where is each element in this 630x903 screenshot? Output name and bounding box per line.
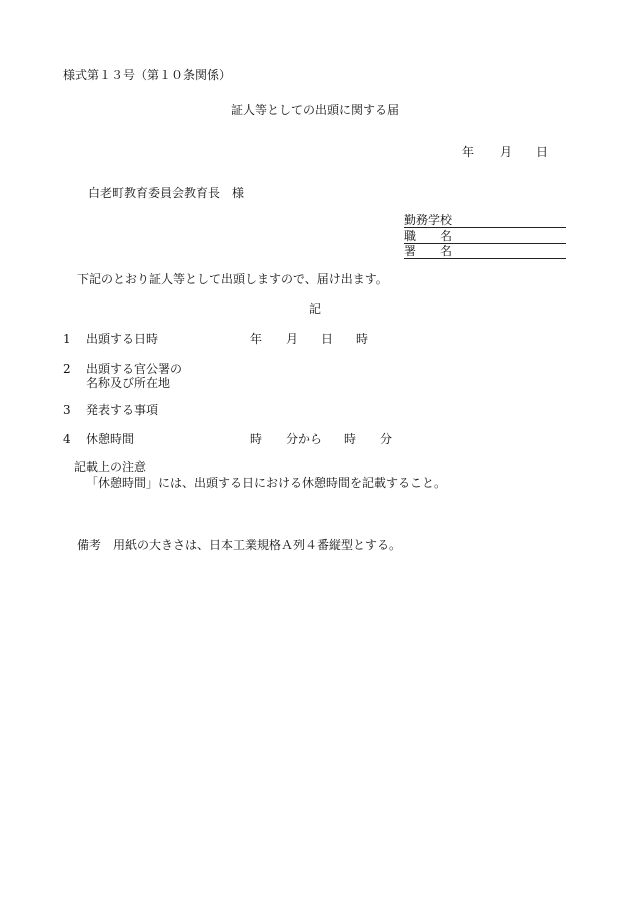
item-label: 出頭する官公署の bbox=[86, 362, 183, 376]
notes-body: 「休憩時間」には、出頭する日における休憩時間を記載すること。 bbox=[86, 476, 447, 490]
signature-name-row[interactable] bbox=[404, 244, 566, 259]
item-number: 4 bbox=[63, 432, 71, 446]
date-year: 年 bbox=[462, 145, 475, 159]
signature-position-label: 職 名 bbox=[404, 229, 453, 243]
item4-minute-to: 分 bbox=[380, 432, 393, 446]
intro-text: 下記のとおり証人等として出頭しますので、届け出ます。 bbox=[77, 272, 388, 286]
item-number: 3 bbox=[63, 403, 71, 417]
item1-month: 月 bbox=[286, 332, 299, 346]
item4-hour-to: 時 bbox=[344, 432, 357, 446]
item-label: 休憩時間 bbox=[86, 432, 135, 446]
signature-school-label: 勤務学校 bbox=[404, 213, 453, 227]
notes-heading: 記載上の注意 bbox=[74, 460, 147, 474]
item-label-line2: 名称及び所在地 bbox=[86, 376, 171, 390]
signature-school-row[interactable] bbox=[404, 213, 566, 228]
date-month: 月 bbox=[500, 145, 513, 159]
item-number: 1 bbox=[63, 332, 71, 346]
document-title: 証人等としての出頭に関する届 bbox=[230, 103, 399, 117]
item1-year: 年 bbox=[250, 332, 263, 346]
signature-position-row[interactable] bbox=[404, 229, 566, 244]
date-day: 日 bbox=[536, 145, 549, 159]
item1-hour: 時 bbox=[356, 332, 369, 346]
ki-heading: 記 bbox=[308, 302, 321, 316]
form-number: 様式第１３号（第１０条関係） bbox=[63, 68, 232, 82]
remarks: 備考 用紙の大きさは、日本工業規格Ａ列４番縦型とする。 bbox=[77, 538, 402, 552]
item4-minute-from: 分から bbox=[286, 432, 323, 446]
item-label: 出頭する日時 bbox=[86, 332, 159, 346]
date-line bbox=[462, 145, 548, 159]
item-label: 発表する事項 bbox=[86, 403, 159, 417]
item1-day: 日 bbox=[321, 332, 334, 346]
addressee: 白老町教育委員会教育長 様 bbox=[88, 186, 245, 200]
signature-name-label: 署 名 bbox=[404, 244, 453, 258]
item4-hour-from: 時 bbox=[250, 432, 263, 446]
item-number: 2 bbox=[63, 362, 71, 376]
